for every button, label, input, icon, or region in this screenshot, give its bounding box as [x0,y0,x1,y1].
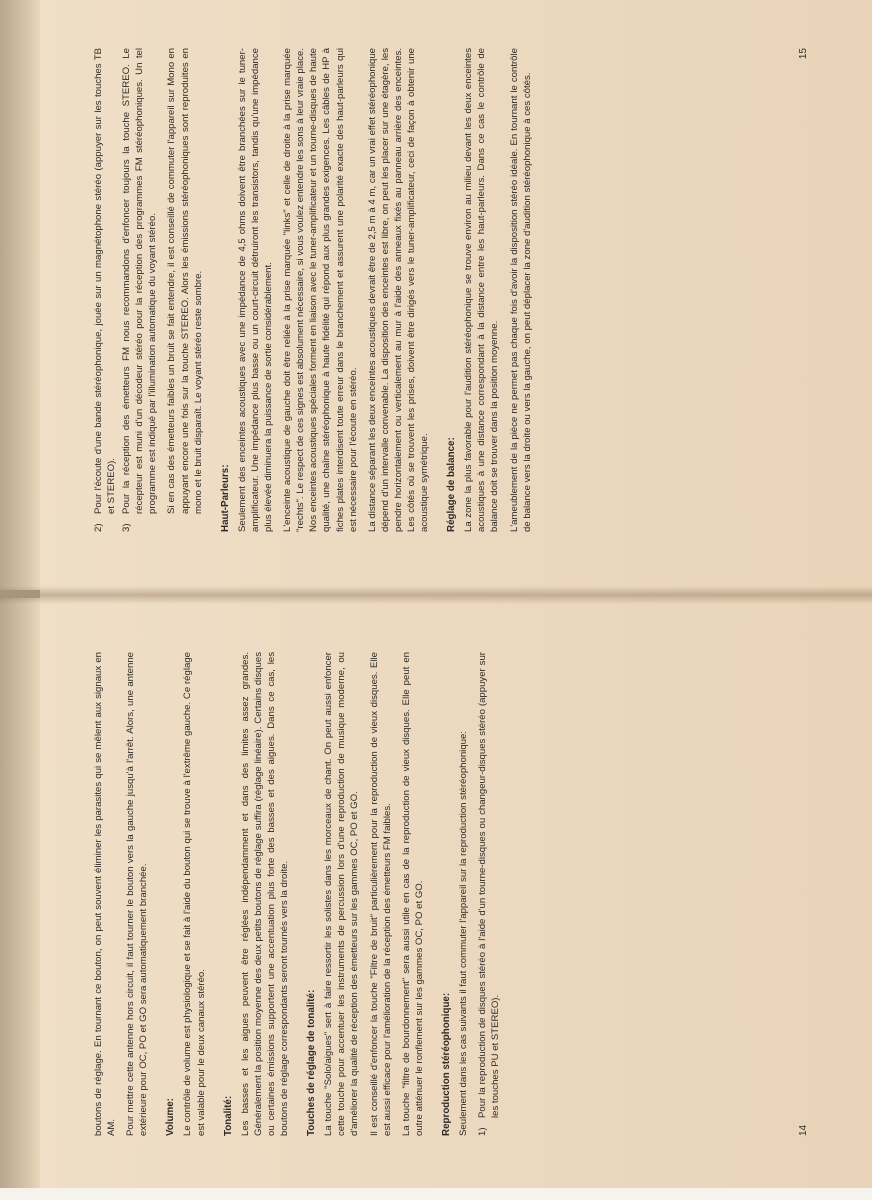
heading-volume: Volume: [165,1098,177,1136]
list-item [120,48,159,532]
page-fold [0,586,872,604]
touches-paragraph: La touche "Solo/aigues" sert à faire ressortir les solistes dans les morceaux de chant. On peut aussi enfoncer cette touche pour accentuer les instruments de percussion lors d'une reproduction de musique moderne, ou d'améliorer la qualité de réception des émetteurs sur les gammes OC, PO et GO. [323,652,361,1136]
item-continuation: Si en cas des émetteurs faibles un bruit se fait entendre, il est conseillé de commuter l'appareil sur Mono en appuyant encore une fois sur la touche STEREO. Alors les émissions stéréophoniques sont reproduites en mono et le bruit disparaît. Le voyant stéréo reste sombre. [166,48,204,514]
list-item-number: 2) [93,523,104,532]
list-item [476,652,502,1136]
page-number: 15 [797,48,809,60]
reproduction-list [476,652,502,1136]
heading-tonalite: Tonalité: [222,1095,234,1136]
heading-touches: Touches de réglage de tonalité: [306,989,318,1136]
list-item-text: Pour la réception des émetteurs FM nous recommandons d'enfoncer toujours la touche STEREO. Le récepteur est muni d'un décodeur stéréo pour la réception des programmes FM stéréophoniques. Un tel programme est indiqué par l'illumination automatique du voyant stéréo. [121,48,159,514]
page-14-content [92,652,508,1136]
page-15 [36,20,836,560]
touches-paragraph: Il est conseillé d'enfoncer la touche "Filtre de bruit" particulièrement pour la reproduction de vieux disques. Elle est aussi efficace pour l'amélioration de la réception des émetteurs FM faibles. [368,652,393,1136]
page-number: 14 [797,1124,809,1136]
touches-paragraph: La touche "filtre de bourdonnement" sera aussi utile en cas de la reproduction de vieux disques. Elle peut en outre atténuer le ronflement sur les gammes OC, PO et GO. [400,652,425,1136]
page-edge [0,590,40,598]
heading-reproduction: Reproduction stéréophonique: [440,992,452,1136]
heading-haut-parleurs: Haut-Parleurs: [219,464,231,532]
haut-parleurs-paragraph: L'enceinte acoustique de gauche doit être reliée à la prise marquée "links" et celle de droite à la prise marquée "rechts". Le respect de ces signes est absolument nécessaire, si vous voulez entendre les sons à leur vraie place. Nos enceintes acoustiques spéciales forment en liaison avec le tuner-amplificateur et un tourne-disques de haute qualité, une chaîne stéréophonique à haute fidélité qui répond aux plus grandes exigences. Les câbles de HP à fiches plates interdisent toute erreur dans le branchement et assurent une polarité exacte des haut-parleurs qui est nécessaire pour l'écoute en stéréo. [282,48,359,532]
intro-paragraph: Pour mettre cette antenne hors circuit, il faut tourner le bouton vers la gauche jusqu'à l'arrêt. Alors, une antenne extérieure pour OC, PO et GO sera automatiquement branchée. [125,652,150,1136]
tonalite-paragraph: Les basses et les aigues peuvent être réglées indépendamment et dans des limites assez grandes. Généralement la position moyenne des deux petits boutons de réglage suffira (réglage linéaire). Certains disques ou certaines émissions supportent une accentuation plus forte des basses et des aigues. Dans ce cas, les boutons de réglage correspondants seront tournés vers la droite. [239,652,291,1136]
volume-paragraph: Le contrôle de volume est physiologique et se fait à l'aide du bouton qui se trouve à l'extrême gauche. Ce réglage est valable pour le deux canaux stéréo. [182,652,207,1136]
reproduction-paragraph: Seulement dans les cas suivants il faut commuter l'appareil sur la reproduction stéréophonique: [457,731,469,1136]
page-14 [36,624,836,1164]
list-item-text: Pour la reproduction de disques stéréo à l'aide d'un tourne-disques ou changeur-disques stéréo (appuyer sur les touches PU et STEREO). [477,652,502,1118]
balance-paragraph: La zone la plus favorable pour l'audition stéréophonique se trouve environ au milieu devant les deux enceintes acoustiques à une distance correspondant à la distance entre les haut-parleurs. Dans ce cas le contrôle de balance doit se trouver dans la position moyenne. [463,48,501,532]
heading-balance: Réglage de balance: [446,437,458,532]
list-item-number: 1) [477,1127,489,1136]
list-item [92,48,118,532]
scan-border [0,1188,872,1200]
balance-paragraph: L'ameublement de la pièce ne permet pas chaque fois d'avoir la disposition stéréo idéale. En tournant le contrôle de balance vers la droite ou vers la gauche, on peut déplacer la zone d'audition stéréophonique à ces côtés. [508,48,533,532]
list-item-text: Pour l'écoute d'une bande stéréophonique, jouée sur un magnétophone stéréo (appuyer sur les touches TB et STEREO). [93,48,118,514]
list-item-number: 3) [121,523,133,532]
intro-paragraph: boutons de réglage. En tournant ce bouton, on peut souvent éliminer les parasites qui se mêlent aux signaux en AM. [93,652,118,1136]
page-15-content [92,48,540,532]
haut-parleurs-paragraph: Seulement des enceintes acoustiques avec une impédance de 4,5 ohms doivent être branchées sur le tuner-amplificateur. Une impédance plus basse ou un court-circuit détruiront les transistors, tandis qu'une impédance plus élevée diminuera la puissance de sortie considérablement. [236,48,275,532]
reproduction-list-continued [92,48,159,532]
haut-parleurs-paragraph: La distance séparant les deux enceintes acoustiques devrait être de 2,5 m à 4 m, car un vrai effet stéréophonique dépend d'un intervalle convenable. La disposition des enceintes est libre, on peut les placer sur une étagère, les pendre horizontalement ou verticalement au mur à l'aide des anneaux fixés au panneau arrière des enceintes. Les côtés où se trouvent les prises, doivent être dirigés vers le tuner-amplificateur, ceci de façon à obtenir une acoustique symétrique. [366,48,431,532]
